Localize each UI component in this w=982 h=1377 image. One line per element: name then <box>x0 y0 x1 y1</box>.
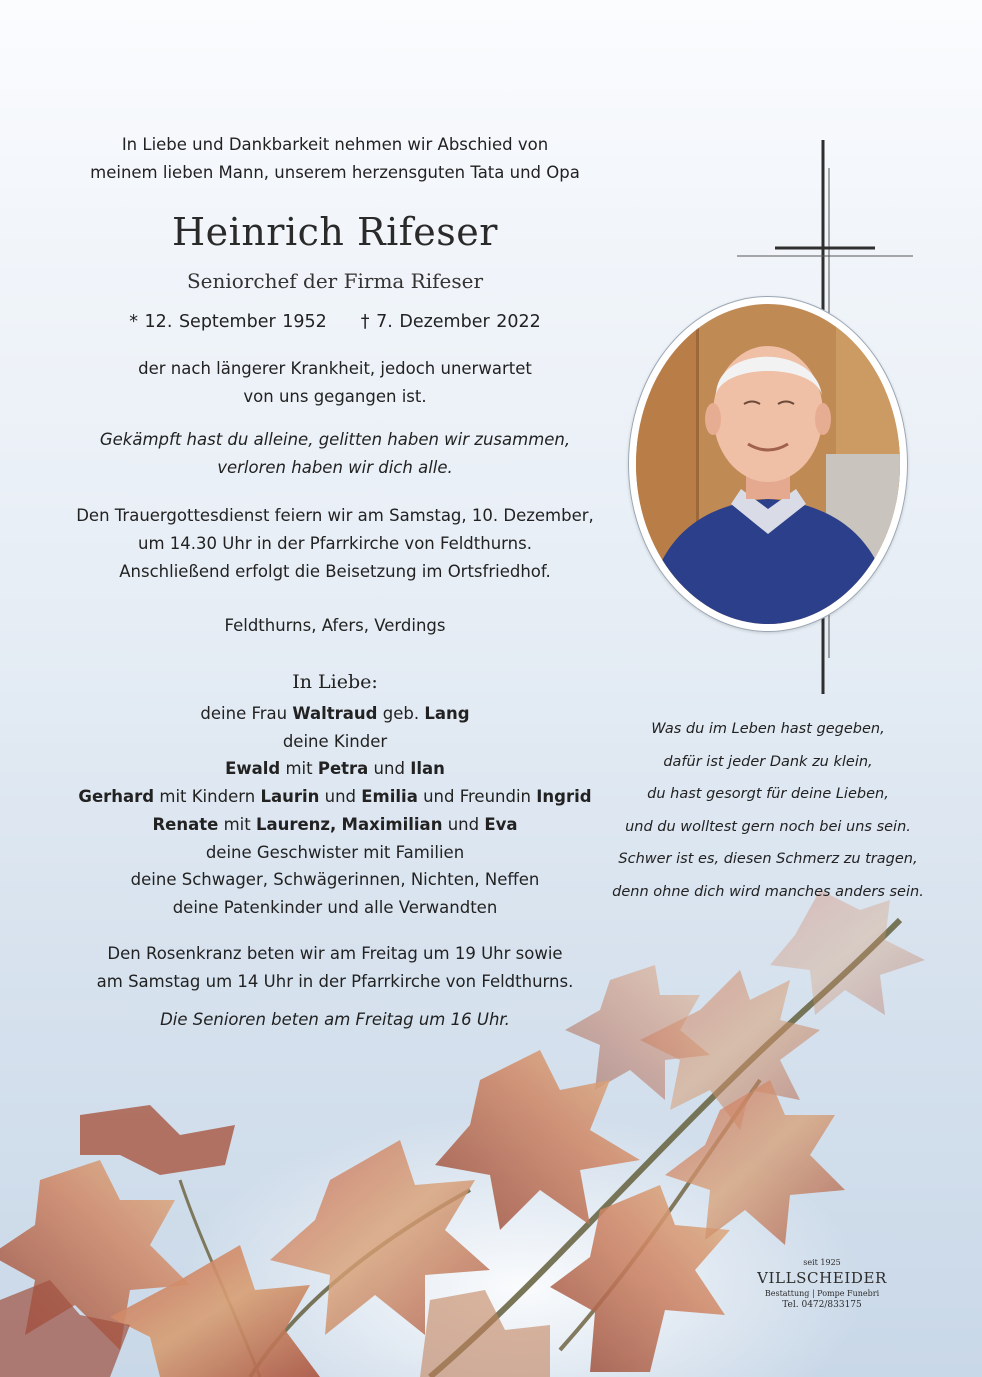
name-bold: Laurin <box>260 787 320 807</box>
name-bold: Laurenz, <box>255 814 337 834</box>
service-line: Den Trauergottesdienst feiern wir am Samstag, 10. Dezember, <box>76 506 594 525</box>
mourner-line: deine Geschwister mit Familien <box>205 842 465 862</box>
mourners-title: In Liebe: <box>292 671 378 693</box>
portrait-photo <box>636 304 900 624</box>
deceased-name: Heinrich Rifeser <box>172 210 498 254</box>
poem-line: du hast gesorgt für deine Lieben, <box>647 786 889 802</box>
verse-text <box>70 426 600 482</box>
rosary-line: Den Rosenkranz beten wir am Freitag um 19 Uhr sowie <box>107 944 563 963</box>
text: mit <box>280 759 318 779</box>
seniors-prayer-text: Die Senioren beten am Freitag um 16 Uhr. <box>160 1010 510 1029</box>
service-line: Anschließend erfolgt die Beisetzung im Ortsfriedhof. <box>119 562 551 581</box>
poem-line: dafür ist jeder Dank zu klein, <box>663 753 873 770</box>
logo-since: seit 1925 <box>803 1258 841 1267</box>
name-bold: Petra <box>317 759 369 779</box>
verse-line: Gekämpft hast du alleine, gelitten haben wir zusammen, <box>99 430 571 449</box>
intro-line: meinem lieben Mann, unserem herzensguten Tata und Opa <box>90 163 580 182</box>
name-bold: Gerhard <box>78 787 155 807</box>
text: deine Frau <box>200 704 293 723</box>
mourner-line <box>70 700 600 728</box>
funeral-home-logo <box>752 1258 892 1311</box>
text: und <box>368 759 411 779</box>
mourner-line: deine Patenkinder und alle Verwandten <box>172 897 498 917</box>
text: und Freundin <box>417 787 537 807</box>
mourner-line <box>70 811 600 839</box>
name-bold: Ilan <box>410 759 445 779</box>
logo-phone: Tel. 0472/833175 <box>782 1300 862 1310</box>
intro-text <box>70 131 600 187</box>
name-bold: Lang <box>424 704 470 723</box>
text: und <box>319 787 362 807</box>
mourner-line: deine Kinder <box>282 731 388 751</box>
service-line: um 14.30 Uhr in der Pfarrkirche von Feldthurns. <box>138 534 532 553</box>
text: mit Kindern <box>154 787 261 807</box>
birth-date: * 12. September 1952 <box>129 312 327 332</box>
logo-subtitle: Bestattung | Pompe Funebri <box>764 1289 880 1298</box>
places-text: Feldthurns, Afers, Verdings <box>224 616 446 635</box>
mourners-list <box>70 700 600 922</box>
rosary-line: am Samstag um 14 Uhr in der Pfarrkirche von Feldthurns. <box>96 972 574 991</box>
mourner-line <box>70 783 600 811</box>
illness-line: von uns gegangen ist. <box>243 387 427 406</box>
life-dates <box>70 308 600 336</box>
mourner-line: deine Schwager, Schwägerinnen, Nichten, Neffen <box>130 870 540 890</box>
death-date: † 7. Dezember 2022 <box>360 312 541 332</box>
deceased-role: Seniorchef der Firma Rifeser <box>186 269 484 293</box>
poem-line: und du wolltest gern noch bei uns sein. <box>625 818 911 835</box>
name-bold: Emilia <box>361 787 418 807</box>
intro-line: In Liebe und Dankbarkeit nehmen wir Abschied von <box>121 135 549 154</box>
illness-text <box>70 355 600 411</box>
verse-line: verloren haben wir dich alle. <box>217 458 453 477</box>
rosary-text <box>70 940 600 996</box>
text: geb. <box>377 704 425 723</box>
name-bold: Eva <box>484 814 518 834</box>
name-bold: Waltraud <box>292 704 378 723</box>
poem-line: Was du im Leben hast gegeben, <box>651 721 885 737</box>
name-bold: Ewald <box>225 759 281 779</box>
name-bold: Renate <box>152 814 219 834</box>
text: und <box>442 814 485 834</box>
poem-line: denn ohne dich wird manches anders sein. <box>612 883 924 900</box>
poem-line: Schwer ist es, diesen Schmerz zu tragen, <box>618 851 918 867</box>
poem-text <box>608 713 928 908</box>
logo-name: VILLSCHEIDER <box>757 1269 887 1287</box>
name-bold: Ingrid <box>536 787 592 807</box>
funeral-service-text <box>70 502 600 586</box>
illness-line: der nach längerer Krankheit, jedoch unerwartet <box>138 359 532 378</box>
mourner-line <box>70 755 600 783</box>
name-bold: Maximilian <box>341 814 443 834</box>
text: mit <box>218 814 256 834</box>
